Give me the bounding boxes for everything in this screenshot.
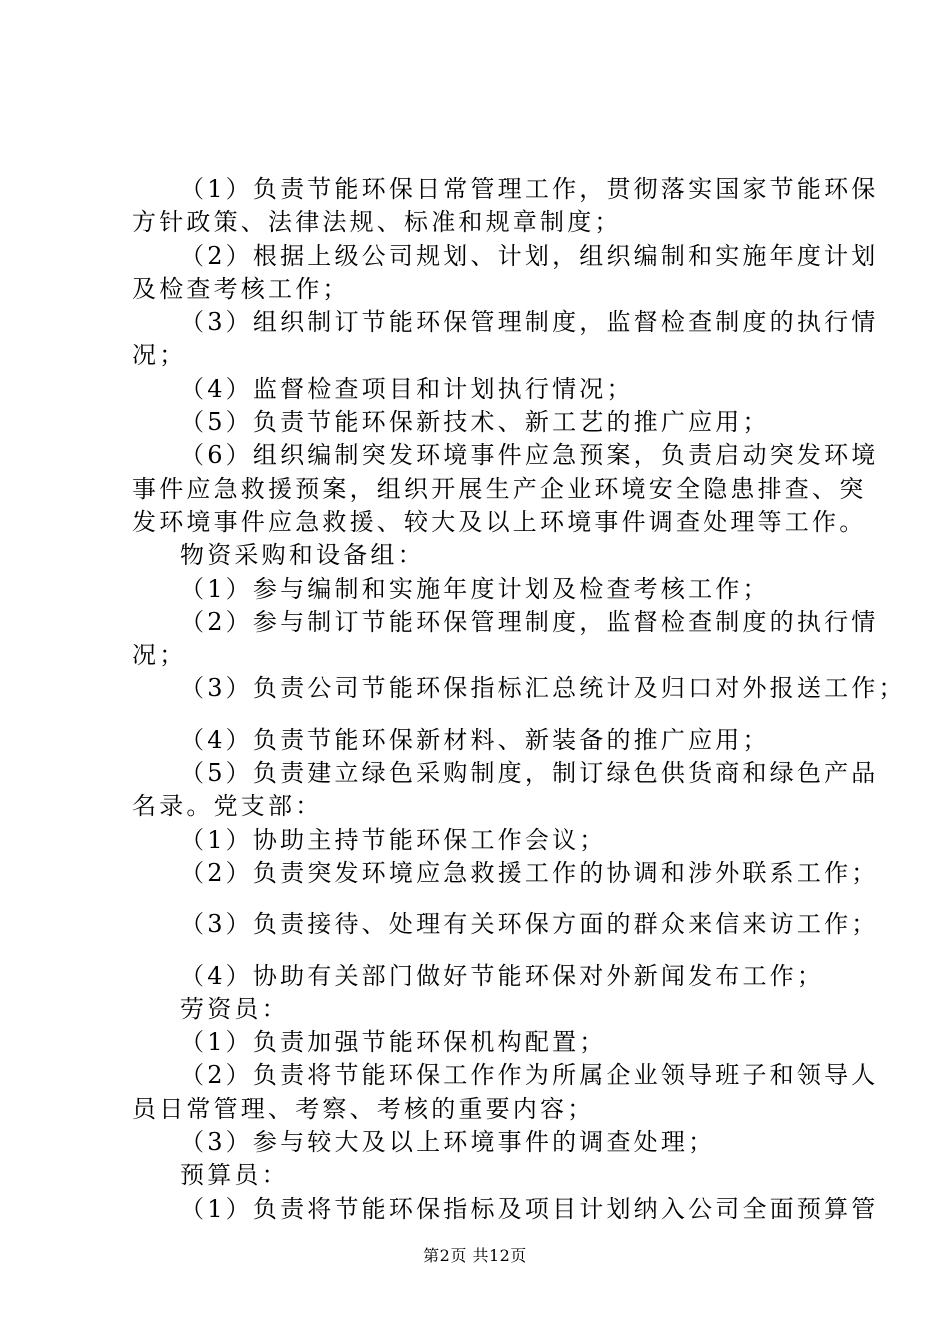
text-line: （2）参与制订节能环保管理制度，监督检查制度的执行情 bbox=[180, 607, 879, 636]
text-line: （1）负责加强节能环保机构配置； bbox=[180, 1028, 607, 1057]
text-line: （3）负责公司节能环保指标汇总统计及归口对外报送工作； bbox=[180, 674, 906, 703]
section-heading: 预算员： bbox=[180, 1161, 289, 1190]
text-line: （1）参与编制和实施年度计划及检查考核工作； bbox=[180, 574, 770, 603]
text-line: 发环境事件应急救援、较大及以上环境事件调查处理等工作。 bbox=[132, 507, 867, 536]
text-line: （4）监督检查项目和计划执行情况； bbox=[180, 374, 634, 403]
text-line: 况； bbox=[132, 641, 187, 670]
text-line: 况； bbox=[132, 341, 187, 370]
text-line: （5）负责节能环保新技术、新工艺的推广应用； bbox=[180, 408, 770, 437]
text-line: （1）负责节能环保日常管理工作，贯彻落实国家节能环保 bbox=[180, 175, 879, 203]
section-heading: 物资采购和设备组： bbox=[180, 541, 425, 570]
text-line: 名录。党支部： bbox=[132, 792, 323, 821]
section-heading: 劳资员： bbox=[180, 994, 289, 1023]
text-line: （3）组织制订节能环保管理制度，监督检查制度的执行情 bbox=[180, 308, 879, 337]
page-footer: 第2页 共12页 bbox=[423, 1246, 527, 1265]
text-line: 事件应急救援预案，组织开展生产企业环境安全隐患排查、突 bbox=[132, 474, 867, 503]
text-line: （6）组织编制突发环境事件应急预案，负责启动突发环境 bbox=[180, 441, 879, 470]
text-line: 及检查考核工作； bbox=[132, 274, 350, 303]
text-line: （3）负责接待、处理有关环保方面的群众来信来访工作； bbox=[180, 910, 879, 939]
text-line: （2）根据上级公司规划、计划，组织编制和实施年度计划 bbox=[180, 241, 879, 270]
text-line: （5）负责建立绿色采购制度，制订绿色供货商和绿色产品 bbox=[180, 759, 879, 788]
paragraph-gap bbox=[132, 942, 832, 960]
text-line: （1）协助主持节能环保工作会议； bbox=[180, 825, 607, 854]
text-line: （4）负责节能环保新材料、新装备的推广应用； bbox=[180, 725, 770, 754]
text-line: （2）负责突发环境应急救援工作的协调和涉外联系工作； bbox=[180, 858, 879, 887]
paragraph-gap bbox=[132, 706, 832, 724]
text-line: 方针政策、法律法规、标准和规章制度； bbox=[132, 208, 622, 237]
text-line: （1）负责将节能环保指标及项目计划纳入公司全面预算管 bbox=[180, 1194, 879, 1223]
text-line: 员日常管理、考察、考核的重要内容； bbox=[132, 1094, 595, 1123]
text-line: （3）参与较大及以上环境事件的调查处理； bbox=[180, 1128, 716, 1157]
paragraph-gap bbox=[132, 890, 832, 908]
body-text bbox=[132, 173, 906, 1226]
text-line: （4）协助有关部门做好节能环保对外新闻发布工作； bbox=[180, 961, 825, 990]
text-line: （2）负责将节能环保工作作为所属企业领导班子和领导人 bbox=[180, 1061, 879, 1090]
